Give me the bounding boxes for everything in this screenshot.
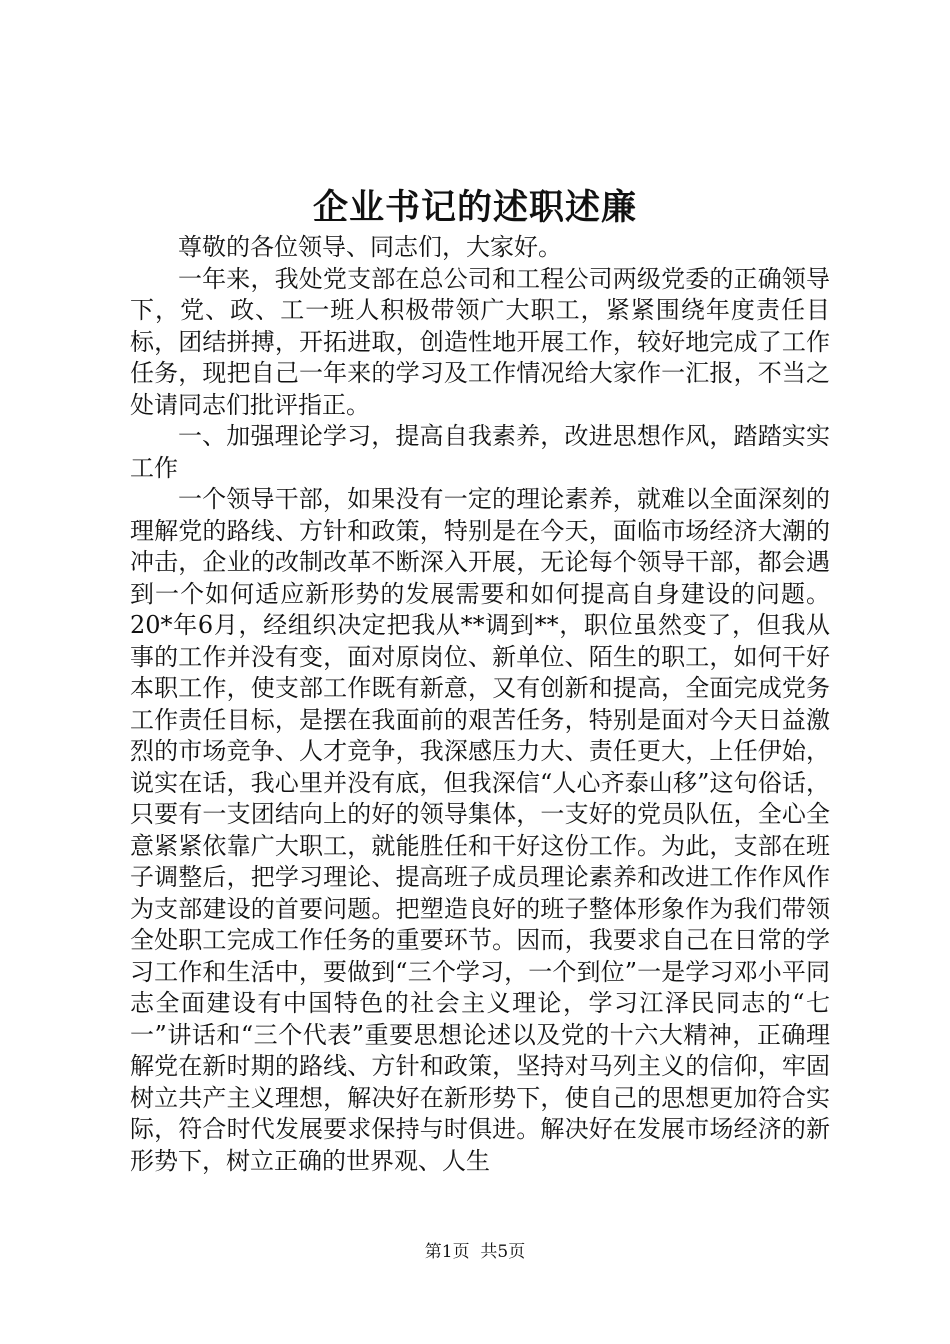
document-title: 企业书记的述职述廉 [312, 187, 637, 228]
greeting-paragraph: 尊敬的各位领导、同志们，大家好。 [178, 233, 562, 261]
footer-gap [470, 1242, 481, 1262]
section-heading-1: 一、加强理论学习，提高自我素养，改进思想作风，踏踏实实工作 [130, 422, 830, 482]
document-body [130, 232, 830, 1177]
page-footer [0, 1240, 950, 1264]
section-1-paragraph: 一个领导干部，如果没有一定的理论素养，就难以全面深刻的理解党的路线、方针和政策，特别是在今天，面临市场经济大潮的冲击，企业的改制改革不断深入开展，无论每个领导干部，都会遇到一个如何适应新形势的发展需要和如何提高自身建设的问题。20*年6月，经组织决定把我从**调到**，职位虽然变了，但我从事的工作并没有变，面对原岗位、新单位、陌生的职工，如何干好本职工作，使支部工作既有新意，又有创新和提高，全面完成党务工作责任目标，是摆在我面前的艰苦任务，特别是面对今天日益激烈的市场竞争、人才竞争，我深感压力大、责任更大，上任伊始，说实在话，我心里并没有底，但我深信“人心齐泰山移”这句俗话，只要有一支团结向上的好的领导集体，一支好的党员队伍，全心全意紧紧依靠广大职工，就能胜任和干好这份工作。为此，支部在班子调整后，把学习理论、提高班子成员理论素养和改进工作作风作为支部建设的首要问题。把塑造良好的班子整体形象作为我们带领全处职工完成工作任务的重要环节。因而，我要求自己在日常的学习工作和生活中，要做到“三个学习，一个到位”一是学习邓小平同志全面建设有中国特色的社会主义理论，学习江泽民同志的“七一”讲话和“三个代表”重要思想论述以及党的十六大精神，正确理解党在新时期的路线、方针和政策，坚持对马列主义的信仰，牢固树立共产主义理想，解决好在新形势下，使自己的思想更加符合实际，符合时代发展要求保持与时俱进。解决好在发展市场经济的新形势下，树立正确的世界观、人生 [130, 485, 830, 1175]
intro-paragraph: 一年来，我处党支部在总公司和工程公司两级党委的正确领导下，党、政、工一班人积极带领广大职工，紧紧围绕年度责任目标，团结拼搏，开拓进取，创造性地开展工作，较好地完成了工作任务，现把自己一年来的学习及工作情况给大家作一汇报，不当之处请同志们批评指正。 [130, 264, 830, 419]
page-number: 第1页 [424, 1242, 470, 1262]
page-total: 共5页 [480, 1242, 526, 1262]
